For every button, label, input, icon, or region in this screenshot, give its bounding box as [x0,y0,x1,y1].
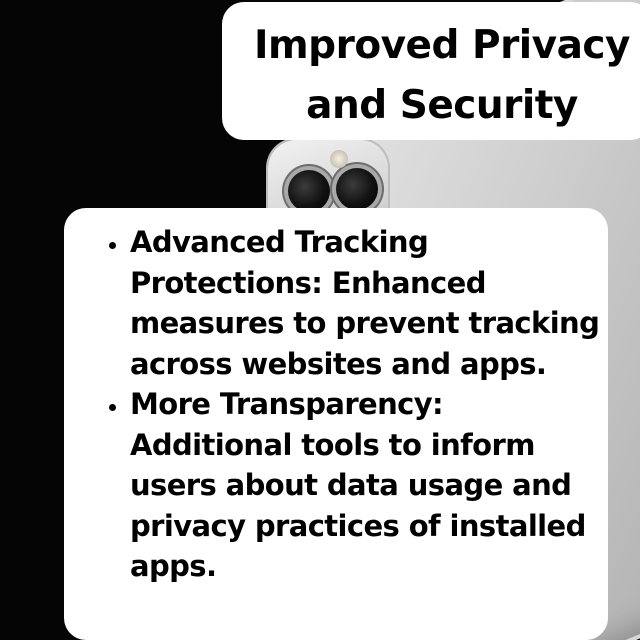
list-item [130,222,602,384]
bullet-text: Enhanced measures to prevent tracking across websites and apps. [130,265,600,381]
title-line-1: Improved Privacy [254,23,630,68]
content-card [64,208,608,640]
slide-title [242,16,640,136]
camera-lens-icon [336,168,378,210]
camera-lens-icon [288,170,330,212]
list-item [130,384,602,587]
bullet-heading: Advanced Tracking Protections: [130,225,429,300]
bullet-heading: More Transparency: [130,387,444,421]
title-card [222,2,640,140]
title-line-2: and Security [306,83,578,128]
camera-flash-icon [330,150,348,168]
bullet-text: Additional tools to inform users about data usage and privacy practices of installed apps. [130,427,586,583]
bullet-list [104,222,602,587]
